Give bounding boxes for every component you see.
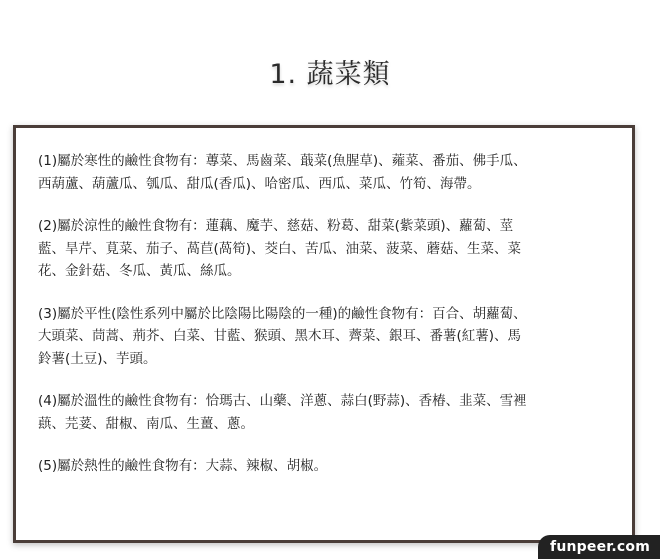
paragraph-line: 大頭菜、茼蒿、荊芥、白菜、甘藍、猴頭、黑木耳、薺菜、銀耳、番薯(紅薯)、馬 <box>38 328 522 344</box>
vegetable-list-box <box>13 125 635 543</box>
paragraph-line: 蕻、芫荽、甜椒、南瓜、生薑、蔥。 <box>38 415 254 432</box>
paragraph-line: (5)屬於熱性的鹼性食物有：大蒜、辣椒、胡椒。 <box>38 458 328 474</box>
page-title: 1. 蔬菜類 <box>269 59 391 91</box>
warm-alkaline-foods-paragraph <box>38 390 604 435</box>
hot-alkaline-foods-paragraph <box>38 455 604 478</box>
paragraph-line: 鈴薯(土豆)、芋頭。 <box>38 350 157 367</box>
paragraph-line: 花、金針菇、冬瓜、黃瓜、絲瓜。 <box>38 263 241 279</box>
cold-alkaline-foods-paragraph <box>38 150 604 195</box>
paragraph-line: (2)屬於涼性的鹼性食物有：蓮藕、魔芋、慈菇、粉葛、甜菜(紫菜頭)、蘿蔔、莖 <box>38 218 514 234</box>
site-watermark: funpeer.com <box>538 535 660 559</box>
neutral-alkaline-foods-paragraph <box>38 303 604 371</box>
vegetable-list <box>38 150 604 498</box>
paragraph-line: 藍、旱芹、莧菜、茄子、萵苣(萵筍)、茭白、苦瓜、油菜、菠菜、蘑菇、生菜、菜 <box>38 240 522 257</box>
paragraph-line: (1)屬於寒性的鹼性食物有：蓴菜、馬齒菜、蕺菜(魚腥草)、蕹菜、番茄、佛手瓜、 <box>38 153 527 169</box>
paragraph-line: (3)屬於平性(陰性系列中屬於比陰陽比陽陰的一種)的鹼性食物有：百合、胡蘿蔔、 <box>38 305 527 322</box>
cool-alkaline-foods-paragraph <box>38 215 604 283</box>
paragraph-line: (4)屬於溫性的鹼性食物有：恰瑪古、山藥、洋蔥、蒜白(野蒜)、香椿、韭菜、雪裡 <box>38 393 527 409</box>
paragraph-line: 西葫蘆、葫蘆瓜、瓠瓜、甜瓜(香瓜)、哈密瓜、西瓜、菜瓜、竹筍、海帶。 <box>38 175 481 192</box>
